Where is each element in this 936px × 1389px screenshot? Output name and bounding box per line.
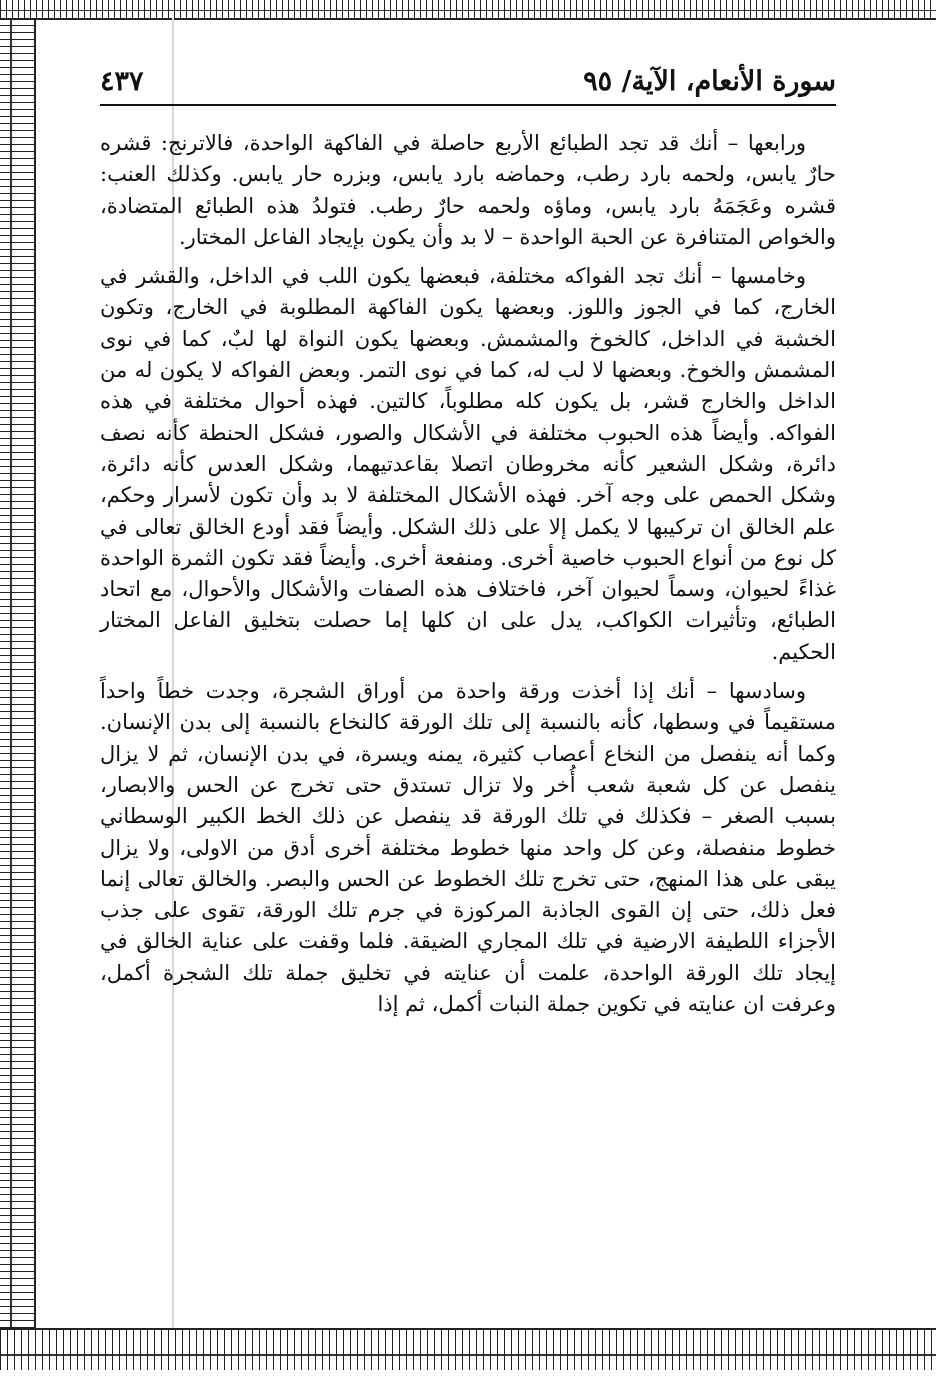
- ornamental-border-left: [0, 18, 36, 1328]
- paragraph-fourth: ورابعها – أنك قد تجد الطبائع الأربع حاصلة في الفاكهة الواحدة، فالاترنج: قشره حارٌ يابس، ولحمه بارد رطب، وحماضه بارد يابس، وبزره حار يابس. وكذلك العنب: قشره وعَجَمَهُ بارد يابس، وماؤه ولحمه حارٌ رطب. فتولدُ هذه الطبائع المتضادة، والخواص المتنافرة عن الحبة الواحدة – لا بد وأن يكون بإيجاد الفاعل المختار.: [100, 131, 836, 249]
- paragraph-sixth: وسادسها – أنك إذا أخذت ورقة واحدة من أوراق الشجرة، وجدت خطاً واحداً مستقيماً في وسطها، كأنه بالنسبة إلى تلك الورقة كالنخاع بالنسبة إلى بدن الإنسان. وكما أنه ينفصل من النخاع أعصاب كثيرة، يمنه ويسرة، في بدن الإنسان، ثم لا يزال ينفصل عن كل شعبة شعب أُخر ولا تزال تستدق حتى تخرج عن الحس والابصار، بسبب الصغر – فكذلك في تلك الورقة قد ينفصل عن ذلك الخط الكبير الوسطاني خطوط منفصلة، وعن كل واحد منها خطوط مختلفة أخرى أدق من الاولى، ولا يزال يبقى على هذا المنهج، حتى تخرج تلك الخطوط عن الحس والبصر. والخالق تعالى إنما فعل ذلك، حتى إن القوى الجاذبة المركوزة في جرم تلك الورقة، تقوى على جذب الأجزاء اللطيفة الارضية في تلك المجاري الضيقة. فلما وقفت على عناية الخالق في إيجاد تلك الورقة الواحدة، علمت أن عنايته في تخليق جملة تلك الشجرة أكمل، وعرفت ان عنايته في تكوين جملة النبات أكمل، ثم إذا: [100, 679, 836, 1017]
- running-header: [100, 64, 836, 100]
- ornamental-border-top: [0, 0, 936, 20]
- header-title: سورة الأنعام، الآية/ ٩٥: [583, 66, 836, 97]
- page-body: [100, 128, 836, 1318]
- page-number: ٤٣٧: [100, 66, 144, 97]
- paragraph-fifth: وخامسها – أنك تجد الفواكه مختلفة، فبعضها يكون اللب في الداخل، والقشر في الخارج، كما في الجوز واللوز. وبعضها يكون الفاكهة المطلوبة في الخارج، وتكون الخشبة في الداخل، كالخوخ والمشمش. وبعضها يكون النواة لها لبٌ، كما في نوى المشمش والخوخ. وبعضها لا لب له، كما في نوى التمر. وبعض الفواكه لا يكون له من الداخل والخارج قشر، بل يكون كله مطلوباً، كالتين. فهذه أحوال مختلفة في هذه الفواكه. وأيضاً هذه الحبوب مختلفة في الأشكال والصور، فشكل الحنطة كأنه نصف دائرة، وشكل الشعير كأنه مخروطان اتصلا بقاعدتيهما، وشكل العدس كأنه دائرة، وشكل الحمص على وجه آخر. فهذه الأشكال المختلفة لا بد وأن تكون لأسرار وحكم، علم الخالق ان تركيبها لا يكمل إلا على ذلك الشكل. وأيضاً فقد أودع الخالق تعالى في كل نوع من أنواع الحبوب خاصية أخرى. ومنفعة أخرى. وأيضاً فقد تكون الثمرة الواحدة غذاءً لحيوان، وسماً لحيوان آخر، فاختلاف هذه الصفات والأشكال والأحوال، مع اتحاد الطبائع، وتأثيرات الكواكب، يدل على ان كلها إما حصلت بتخليق الفاعل المختار الحكيم.: [100, 264, 836, 664]
- ornamental-border-bottom: [0, 1328, 936, 1370]
- header-rule: [100, 104, 836, 106]
